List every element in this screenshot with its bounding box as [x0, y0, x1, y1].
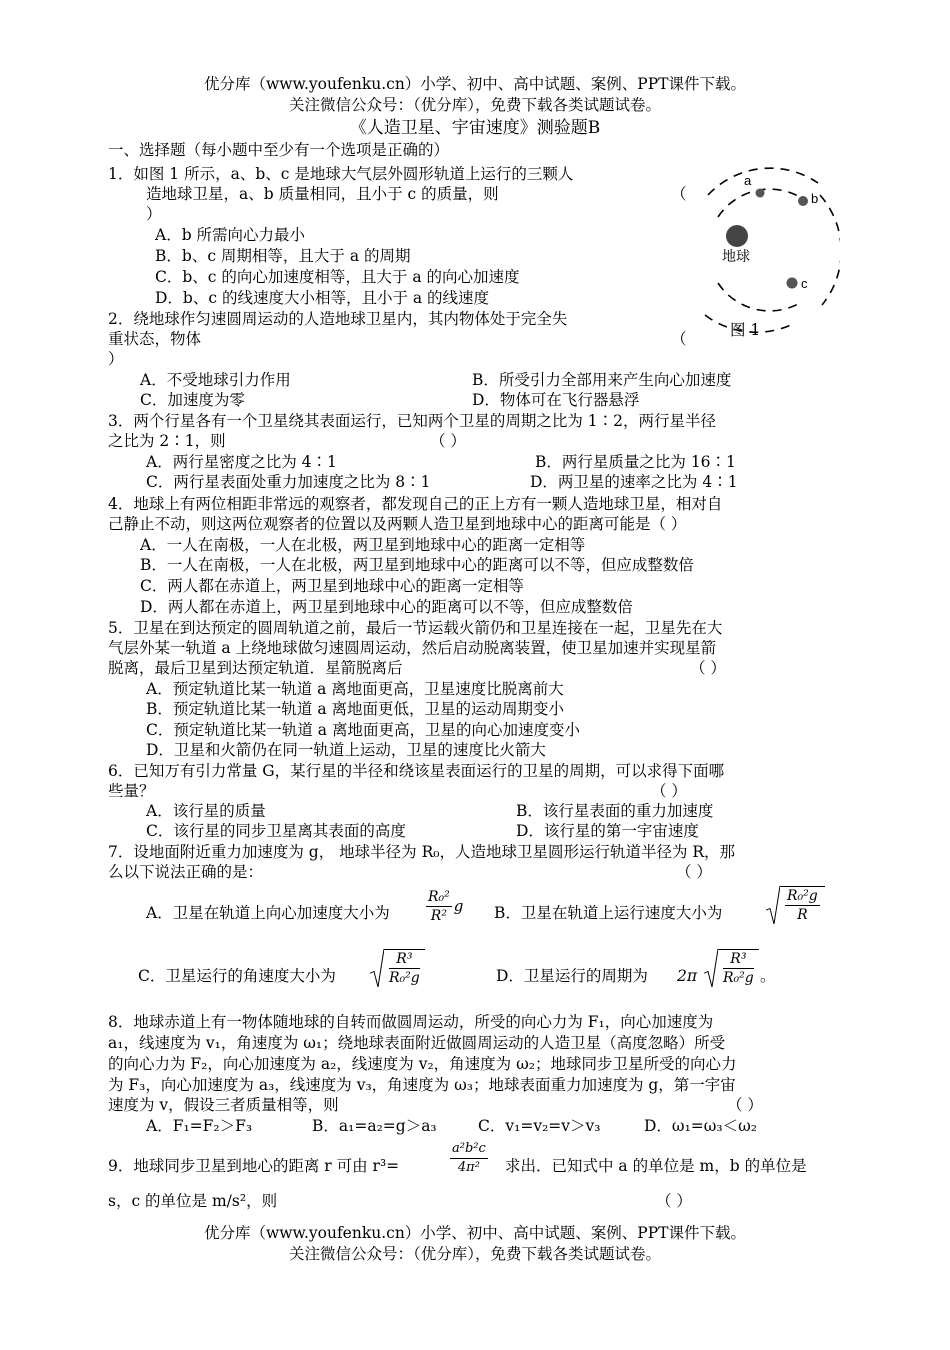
q7-option-b: B．卫星在轨道上运行速度大小为	[494, 904, 723, 922]
q1-paren-open: （	[671, 185, 687, 203]
q6-option-d: D．该行星的第一宇宙速度	[516, 822, 699, 840]
q2-option-d: D．物体可在飞行器悬浮	[472, 391, 640, 409]
q9-paren: （ ）	[656, 1192, 692, 1210]
q3-option-d: D．两卫星的速率之比为 4∶1	[530, 473, 738, 491]
q8-line-2: a₁，线速度为 v₁，角速度为 ω₁；绕地球表面附近做圆周运动的人造卫星（高度忽略）所受	[108, 1034, 726, 1052]
q4-option-d: D．两人都在赤道上，两卫星到地球中心的距离可以不等，但应成整数倍	[140, 598, 633, 616]
q1-option-c: C．b、c 的向心加速度相等，且大于 a 的向心加速度	[155, 268, 520, 286]
section-heading: 一、选择题（每小题中至少有一个选项是正确的）	[108, 141, 450, 159]
q9-line-2: s，c 的单位是 m/s²，则	[108, 1192, 278, 1210]
satellite-c-icon	[787, 278, 798, 289]
q8-option-a: A．F₁=F₂＞F₃	[146, 1117, 253, 1135]
q7-formula-a: $\frac{\text{R₀²}}{\text{R²}}$ g	[428, 889, 464, 924]
q5-option-b: B．预定轨道比某一轨道 a 离地面更低，卫星的运动周期变小	[146, 700, 564, 718]
q6-paren: （ ）	[651, 782, 687, 800]
q6-option-a: A．该行星的质量	[146, 802, 266, 820]
q3-line-2: 之比为 2∶1，则	[108, 432, 226, 450]
q1-paren-close: ）	[146, 205, 162, 223]
q8-option-d: D．ω₁=ω₃＜ω₂	[644, 1117, 757, 1135]
orbit-b-arc-right	[820, 195, 840, 305]
q6-line-2: 些量？	[108, 782, 155, 800]
earth-icon	[726, 225, 748, 247]
satellite-b-icon	[798, 196, 808, 206]
q2-option-b: B．所受引力全部用来产生向心加速度	[472, 371, 732, 389]
q1-option-d: D．b、c 的线速度大小相等，且小于 a 的线速度	[155, 289, 490, 307]
q6-option-c: C．该行星的同步卫星离其表面的高度	[146, 822, 406, 840]
q3-option-c: C．两行星表面处重力加速度之比为 8∶1	[146, 473, 431, 491]
q8-line-4: 为 F₃，向心加速度为 a₃，线速度为 v₃，角速度为 ω₃；地球表面重力加速度为 g，第一宇宙	[108, 1076, 736, 1094]
q4-line-2: 己静止不动，则这两位观察者的位置以及两颗人造卫星到地球中心的距离可能是（ ）	[108, 515, 687, 533]
q2-paren-open: （	[671, 330, 687, 348]
q2-option-c: C．加速度为零	[140, 391, 245, 409]
q8-line-3: 的向心力为 F₂，向心加速度为 a₂，线速度为 v₂，角速度为 ω₂；地球同步卫星所受的向心力	[108, 1055, 737, 1073]
page-title: 《人造卫星、宇宙速度》测验题B	[349, 118, 601, 138]
q4-line-1: 4．地球上有两位相距非常远的观察者，都发现自己的正上方有一颗人造地球卫星，相对自	[108, 495, 723, 513]
q7-line-1: 7．设地面附近重力加速度为 g， 地球半径为 R₀，人造地球卫星圆形运行轨道半径为 R，那	[108, 843, 736, 861]
q9-formula: $\frac{\text{a²b²c}}{\text{4π²}}$	[452, 1141, 486, 1175]
q1-line-2: 造地球卫星，a、b 质量相同，且小于 c 的质量，则	[146, 185, 499, 203]
q5-paren: （ ）	[690, 659, 726, 677]
q7-end: 。	[760, 967, 776, 985]
q8-paren: （ ）	[727, 1096, 763, 1114]
q6-line-1: 6．已知万有引力常量 G，某行星的半径和绕该星表面运行的卫星的周期，可以求得下面哪	[108, 762, 725, 780]
q6-option-b: B．该行星表面的重力加速度	[516, 802, 714, 820]
q8-option-c: C．v₁=v₂=v＞v₃	[478, 1117, 601, 1135]
q3-option-a: A．两行星密度之比为 4∶1	[146, 453, 337, 471]
q7-option-a: A．卫星在轨道上向心加速度大小为	[146, 904, 390, 922]
q5-line-1: 5．卫星在到达预定的圆周轨道之前，最后一节运载火箭仍和卫星连接在一起，卫星先在大	[108, 619, 723, 637]
q3-line-1: 3．两个行星各有一个卫星绕其表面运行，已知两个卫星的周期之比为 1∶2，两行星半径	[108, 412, 717, 430]
label-c: c	[801, 276, 808, 291]
q4-option-a: A．一人在南极，一人在北极，两卫星到地球中心的距离一定相等	[140, 536, 586, 554]
q2-paren-close: ）	[108, 350, 124, 368]
figure-1-orbit-diagram	[700, 165, 840, 340]
q8-line-1: 8．地球赤道上有一物体随地球的自转而做圆周运动，所受的向心力为 F₁，向心加速度为	[108, 1013, 714, 1031]
q4-option-c: C．两人都在赤道上，两卫星到地球中心的距离一定相等	[140, 577, 524, 595]
q7-formula-c: $\frac{\text{R³}}{\text{R₀²g}}$	[366, 949, 425, 987]
figure-caption: 图 1	[730, 321, 761, 339]
footer-line-2: 关注微信公众号：（优分库），免费下载各类试题试卷。	[288, 1245, 661, 1263]
label-a: a	[744, 173, 752, 188]
q4-option-b: B．一人在南极，一人在北极，两卫星到地球中心的距离可以不等，但应成整数倍	[140, 556, 694, 574]
q1-option-a: A．b 所需向心力最小	[155, 226, 306, 244]
q3-paren: （ ）	[430, 432, 466, 450]
q7-option-d: D．卫星运行的周期为	[496, 967, 648, 985]
q5-option-a: A．预定轨道比某一轨道 a 离地面更高，卫星速度比脱离前大	[146, 680, 564, 698]
q2-line-1: 2．绕地球作匀速圆周运动的人造地球卫星内，其内物体处于完全失	[108, 310, 568, 328]
header-line-2: 关注微信公众号：（优分库），免费下载各类试题试卷。	[288, 96, 661, 114]
q2-option-a: A．不受地球引力作用	[140, 371, 291, 389]
q1-line-1: 1．如图 1 所示，a、b、c 是地球大气层外圆形轨道上运行的三颗人	[108, 165, 574, 183]
header-line-1: 优分库（www.youfenku.cn）小学、初中、高中试题、案例、PPT课件下载。	[203, 75, 747, 93]
label-b: b	[811, 191, 819, 206]
earth-label: 地球	[722, 249, 750, 265]
q7-option-c: C．卫星运行的角速度大小为	[138, 967, 336, 985]
q5-line-3: 脱离，最后卫星到达预定轨道．星箭脱离后	[108, 659, 403, 677]
q7-formula-b: $\frac{\text{R₀²g}}{R}$	[762, 886, 825, 924]
q9-line-1b: 求出．已知式中 a 的单位是 m，b 的单位是	[505, 1157, 807, 1175]
q2-line-2: 重状态，物体	[108, 330, 202, 348]
orbit-a-arc-bottom	[718, 283, 800, 311]
footer-line-1: 优分库（www.youfenku.cn）小学、初中、高中试题、案例、PPT课件下载。	[203, 1224, 747, 1242]
q7-paren: （ ）	[676, 863, 712, 881]
q7-two-pi: 2π	[677, 967, 698, 985]
q5-line-2: 气层外某一轨道 a 上绕地球做匀速圆周运动，然后启动脱离装置，使卫星加速并实现星箭	[108, 639, 717, 657]
q8-option-b: B．a₁=a₂=g＞a₃	[312, 1117, 437, 1135]
q7-line-2: 么以下说法正确的是：	[108, 863, 264, 881]
q7-formula-d: $\frac{\text{R³}}{\text{R₀²g}}$	[700, 949, 759, 987]
q1-option-b: B．b、c 周期相等，且大于 a 的周期	[155, 247, 411, 265]
q5-option-c: C．预定轨道比某一轨道 a 离地面更高，卫星的向心加速度变小	[146, 721, 580, 739]
satellite-a-icon	[756, 189, 765, 198]
q5-option-d: D．卫星和火箭仍在同一轨道上运动，卫星的速度比火箭大	[146, 741, 546, 759]
q8-line-5: 速度为 v，假设三者质量相等，则	[108, 1096, 339, 1114]
q9-line-1a: 9．地球同步卫星到地心的距离 r 可由 r³=	[108, 1157, 400, 1175]
q3-option-b: B．两行星质量之比为 16∶1	[535, 453, 736, 471]
